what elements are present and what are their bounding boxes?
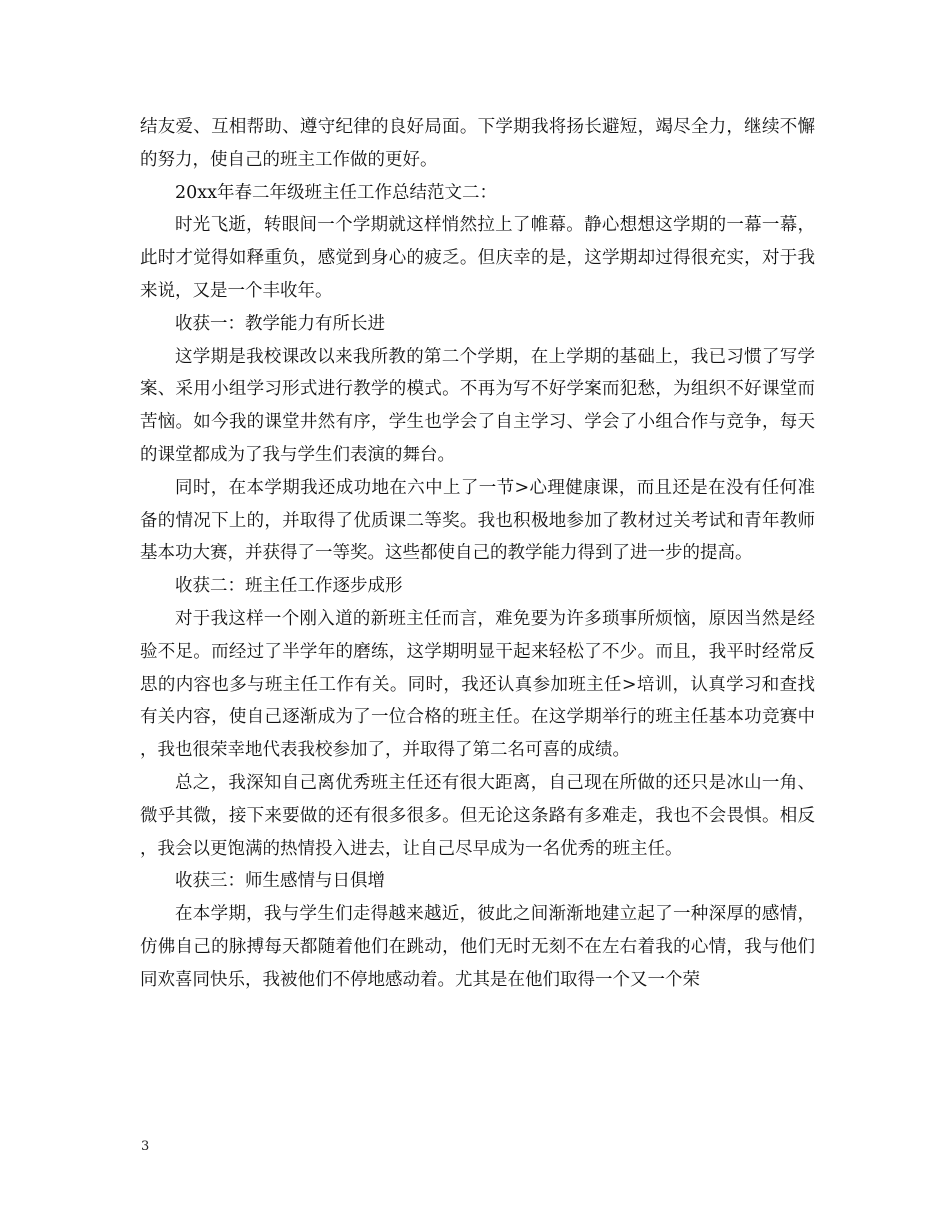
document-body [140, 111, 815, 997]
paragraph-8: 对于我这样一个刚入道的新班主任而言，难免要为许多琐事所烦恼，原因当然是经验不足。而经过了半学年的磨练，这学期明显干起来轻松了不少。而且，我平时经常反思的内容也多与班主任工作有关。同时，我还认真参加班主任>培训，认真学习和查找有关内容，使自己逐渐成为了一位合格的班主任。在这学期举行的班主任基本功竞赛中，我也很荣幸地代表我校参加了，并取得了第二名可喜的成绩。 [140, 608, 815, 761]
page-number: 3 [141, 1139, 150, 1154]
heading-gain-3: 收获三：师生感情与日俱增 [175, 871, 385, 892]
section-title-fanwen-2: 20xx年春二年级班主任工作总结范文二： [175, 182, 498, 203]
paragraph-11: 在本学期，我与学生们走得越来越近，彼此之间渐渐地建立起了一种深厚的感情，仿佛自己的脉搏每天都随着他们在跳动，他们无时无刻不在左右着我的心情，我与他们同欢喜同快乐，我被他们不停地感动着。尤其是在他们取得一个又一个荣 [140, 904, 815, 990]
paragraph-5: 这学期是我校课改以来我所教的第二个学期，在上学期的基础上，我已习惯了写学案、采用小组学习形式进行教学的模式。不再为写不好学案而犯愁，为组织不好课堂而苦恼。如今我的课堂井然有序，学生也学会了自主学习、学会了小组合作与竞争，每天的课堂都成为了我与学生们表演的舞台。 [140, 346, 815, 465]
paragraph-6: 同时，在本学期我还成功地在六中上了一节>心理健康课，而且还是在没有任何准备的情况下上的，并取得了优质课二等奖。我也积极地参加了教材过关考试和青年教师基本功大赛，并获得了一等奖。这些都使自己的教学能力得到了进一步的提高。 [140, 477, 815, 564]
heading-gain-2: 收获二：班主任工作逐步成形 [175, 576, 403, 597]
paragraph-9: 总之，我深知自己离优秀班主任还有很大距离，自己现在所做的还只是冰山一角、微乎其微，接下来要做的还有很多很多。但无论这条路有多难走，我也不会畏惧。相反，我会以更饱满的热情投入进去，让自己尽早成为一名优秀的班主任。 [140, 772, 815, 859]
paragraph-3: 时光飞逝，转眼间一个学期就这样悄然拉上了帷幕。静心想想这学期的一幕一幕，此时才觉得如释重负，感觉到身心的疲乏。但庆幸的是，这学期却过得很充实，对于我来说，又是一个丰收年。 [140, 215, 815, 301]
heading-gain-1: 收获一：教学能力有所长进 [175, 313, 385, 334]
paragraph-1: 结友爱、互相帮助、遵守纪律的良好局面。下学期我将扬长避短，竭尽全力，继续不懈的努力，使自己的班主工作做的更好。 [140, 117, 815, 170]
